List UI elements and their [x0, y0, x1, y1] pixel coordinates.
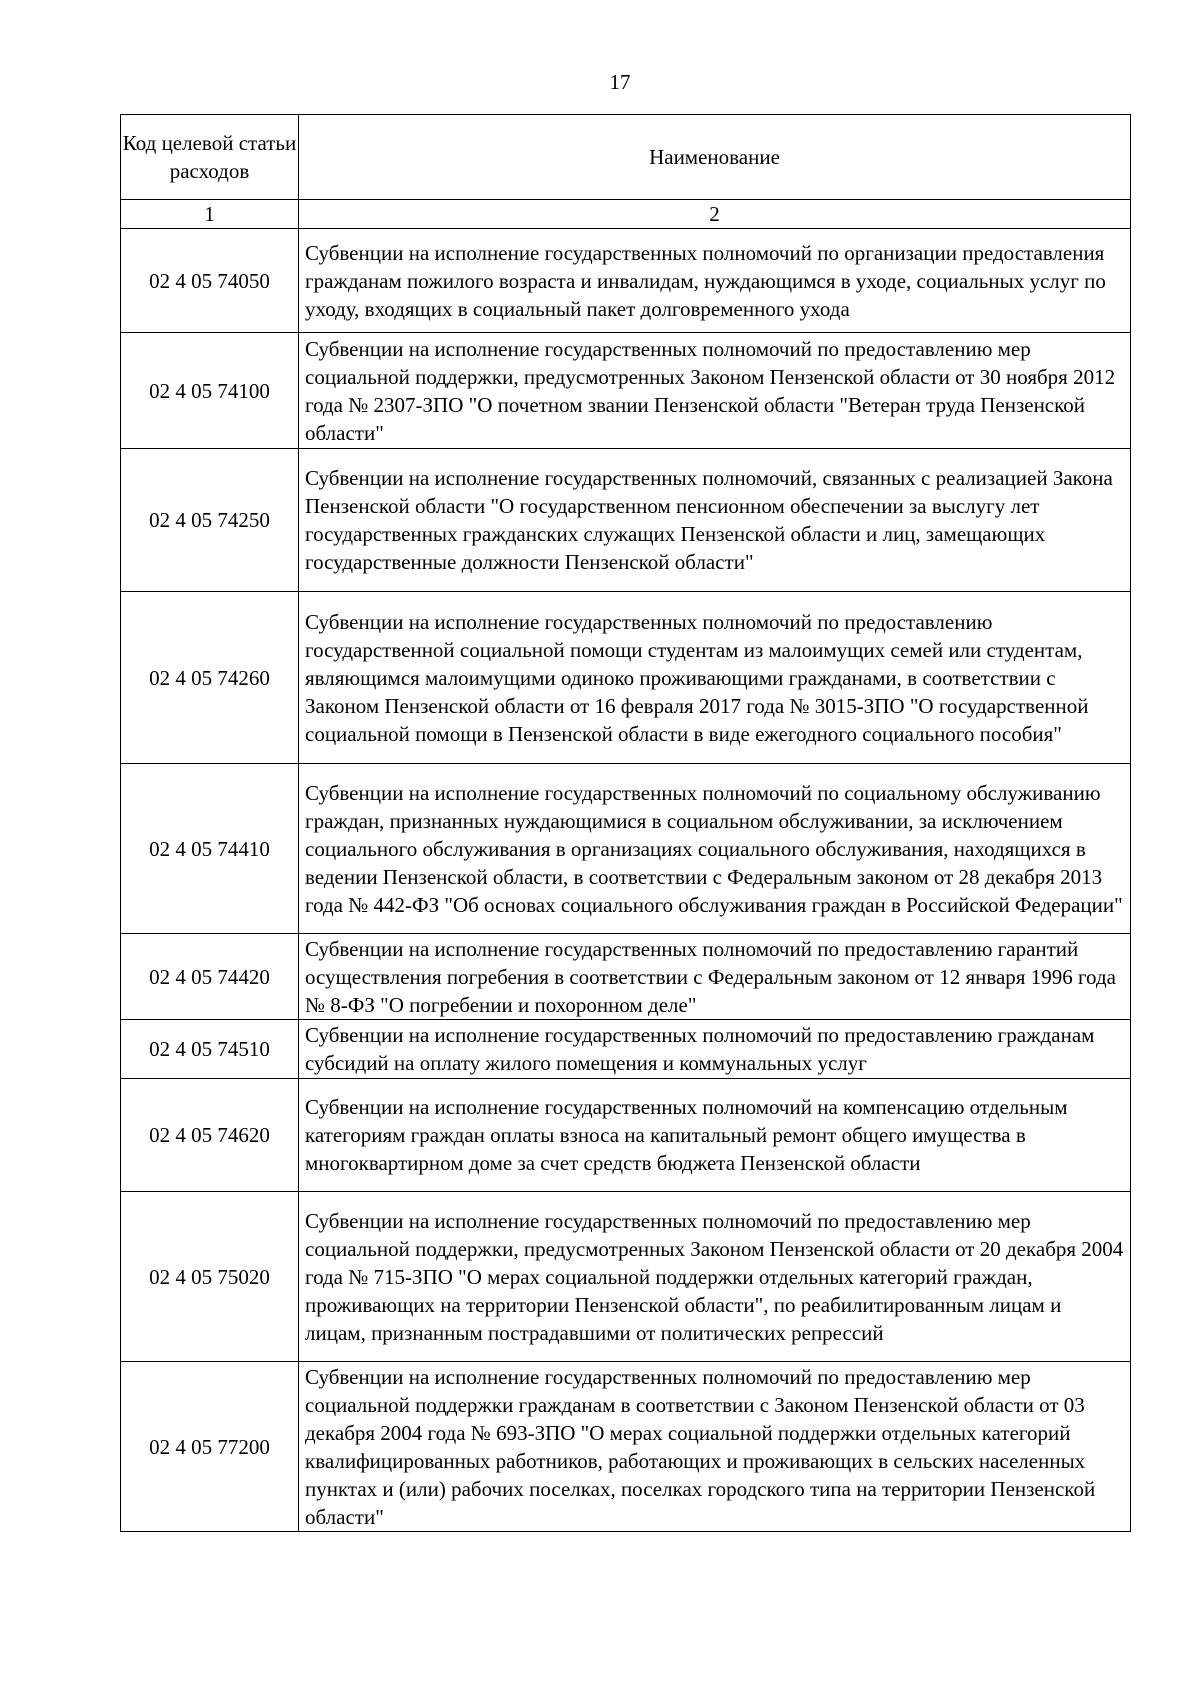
row-code: 02 4 05 74420 [121, 934, 299, 1020]
row-name: Субвенции на исполнение государственных полномочий по предоставлению государственной социальной помощи студентам из малоимущих семей или студентам, являющимся малоимущими одиноко проживающими гражданами, в соответствии с Законом Пензенской области от 16 февраля 2017 года № 3015-ЗПО "О государственной социальной помощи в Пензенской области в виде ежегодного социального пособия" [299, 592, 1131, 764]
page-number: 17 [609, 70, 631, 94]
row-name: Субвенции на исполнение государственных полномочий по предоставлению гражданам субсидий на оплату жилого помещения и коммунальных услуг [299, 1020, 1131, 1079]
row-name: Субвенции на исполнение государственных полномочий по социальному обслуживанию граждан, признанных нуждающимися в социальном обслуживании, за исключением социального обслуживания в организациях социального обслуживания, находящихся в ведении Пензенской области, в соответствии с Федеральным законом от 28 декабря 2013 года № 442-ФЗ "Об основах социального обслуживания граждан в Российской Федерации" [299, 764, 1131, 934]
row-name: Субвенции на исполнение государственных полномочий по предоставлению гарантий осуществления погребения в соответствии с Федеральным законом от 12 января 1996 года № 8-ФЗ "О погребении и похоронном деле" [299, 934, 1131, 1020]
row-code: 02 4 05 77200 [121, 1362, 299, 1532]
budget-code-table [120, 114, 1131, 1532]
table-row [121, 934, 1131, 1020]
table-row [121, 1079, 1131, 1192]
row-code: 02 4 05 74410 [121, 764, 299, 934]
row-code: 02 4 05 74100 [121, 333, 299, 449]
table-row [121, 333, 1131, 449]
header-code: Код целевой статьи расходов [121, 115, 299, 200]
table-row [121, 1020, 1131, 1079]
row-name: Субвенции на исполнение государственных полномочий по предоставлению мер социальной поддержки, предусмотренных Законом Пензенской области от 30 ноября 2012 года № 2307-ЗПО "О почетном звании Пензенской области "Ветеран труда Пензенской области" [299, 333, 1131, 449]
table-header-row [121, 115, 1131, 200]
column-number-1: 1 [121, 200, 299, 229]
row-code: 02 4 05 74260 [121, 592, 299, 764]
row-code: 02 4 05 74620 [121, 1079, 299, 1192]
row-name: Субвенции на исполнение государственных полномочий по предоставлению мер социальной поддержки гражданам в соответствии с Законом Пензенской области от 03 декабря 2004 года № 693-ЗПО "О мерах социальной поддержки отдельных категорий квалифицированных работников, работающих и проживающих в сельских населенных пунктах и (или) рабочих поселках, поселках городского типа на территории Пензенской области" [299, 1362, 1131, 1532]
table-row [121, 592, 1131, 764]
table-row [121, 1192, 1131, 1362]
row-code: 02 4 05 74510 [121, 1020, 299, 1079]
table-row [121, 1362, 1131, 1532]
column-number-row [121, 200, 1131, 229]
row-code: 02 4 05 74250 [121, 449, 299, 592]
row-name: Субвенции на исполнение государственных полномочий по организации предоставления гражданам пожилого возраста и инвалидам, нуждающимся в уходе, социальных услуг по уходу, входящих в социальный пакет долговременного ухода [299, 229, 1131, 333]
column-number-2: 2 [299, 200, 1131, 229]
row-name: Субвенции на исполнение государственных полномочий на компенсацию отдельным категориям граждан оплаты взноса на капитальный ремонт общего имущества в многоквартирном доме за счет средств бюджета Пензенской области [299, 1079, 1131, 1192]
header-name: Наименование [299, 115, 1131, 200]
row-name: Субвенции на исполнение государственных полномочий, связанных с реализацией Закона Пензенской области "О государственном пенсионном обеспечении за выслугу лет государственных гражданских служащих Пензенской области и лиц, замещающих государственные должности Пензенской области" [299, 449, 1131, 592]
row-code: 02 4 05 74050 [121, 229, 299, 333]
row-code: 02 4 05 75020 [121, 1192, 299, 1362]
row-name: Субвенции на исполнение государственных полномочий по предоставлению мер социальной поддержки, предусмотренных Законом Пензенской области от 20 декабря 2004 года № 715-ЗПО "О мерах социальной поддержки отдельных категорий граждан, проживающих на территории Пензенской области", по реабилитированным лицам и лицам, признанным пострадавшими от политических репрессий [299, 1192, 1131, 1362]
table-row [121, 764, 1131, 934]
table-row [121, 229, 1131, 333]
table-row [121, 449, 1131, 592]
